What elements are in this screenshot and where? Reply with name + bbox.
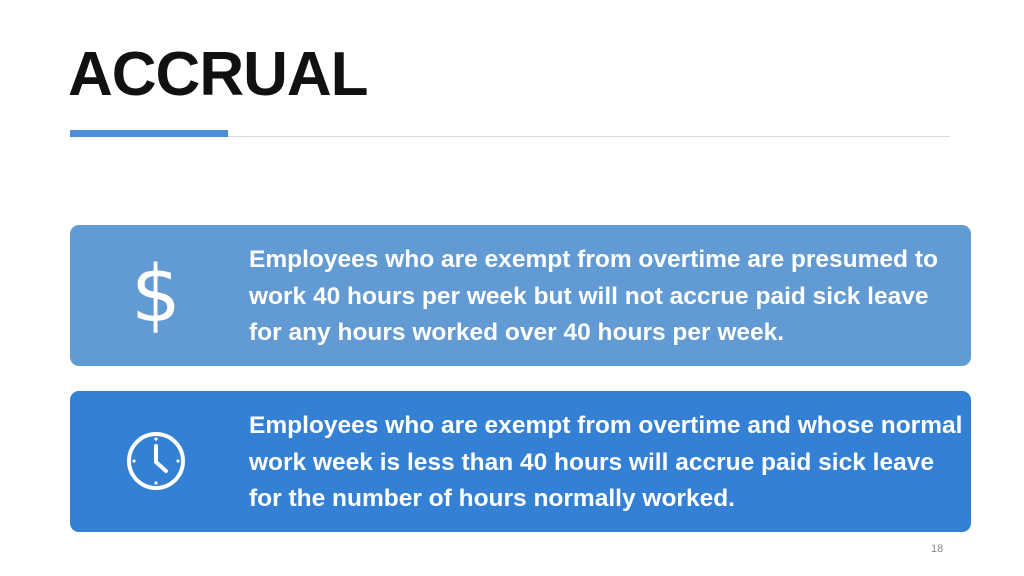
clock-icon	[118, 423, 194, 499]
card-text: Employees who are exempt from overtime are presumed to work 40 hours per week but will not accrue paid sick leave for any hours worked over 40 hours per week.	[249, 246, 938, 346]
info-card-exempt-presumed	[70, 225, 971, 366]
page-number: 18	[931, 543, 944, 555]
info-card-exempt-part-time	[70, 391, 971, 532]
title-divider	[228, 136, 950, 137]
dollar-icon: $	[131, 250, 181, 340]
clock-icon-graphic	[124, 429, 188, 493]
card-text: Employees who are exempt from overtime and whose normal work week is less than 40 hours will accrue paid sick leave for the number of hours normally worked.	[249, 412, 963, 512]
title-accent-bar	[70, 130, 228, 137]
slide-title: ACCRUAL	[68, 40, 368, 109]
